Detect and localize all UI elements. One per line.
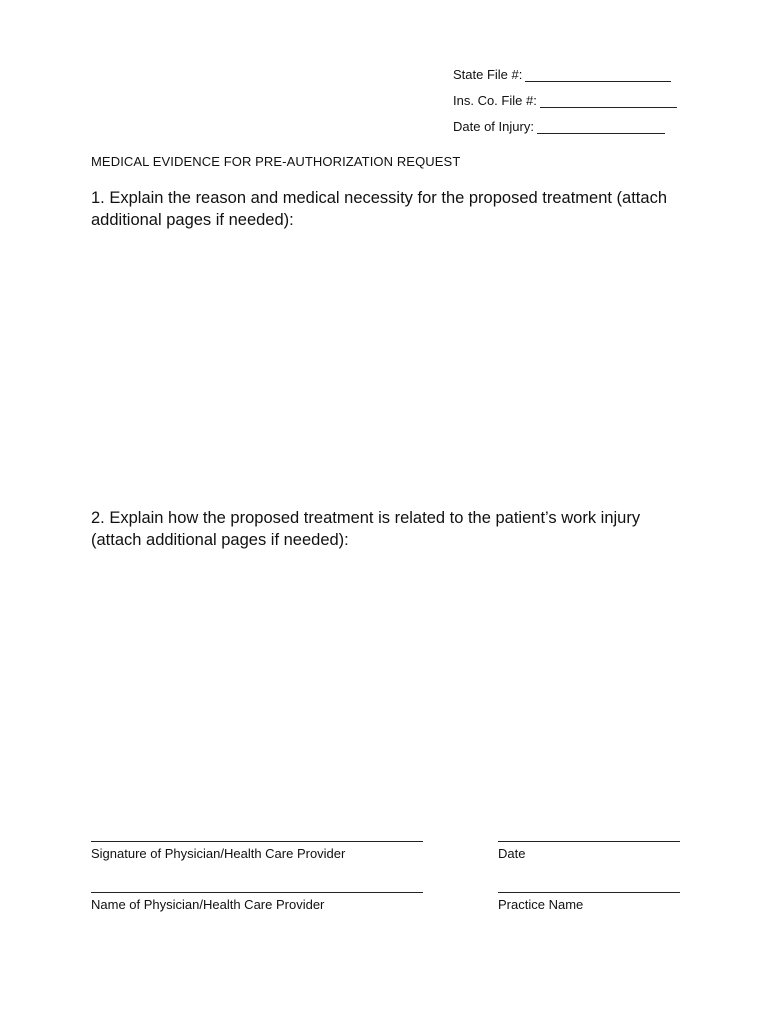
date-of-injury-label: Date of Injury: [453, 119, 534, 134]
ins-co-file-row [453, 93, 677, 108]
date-line[interactable] [498, 841, 680, 842]
signature-label: Signature of Physician/Health Care Provider [91, 846, 346, 861]
state-file-row [453, 67, 671, 82]
practice-name-line[interactable] [498, 892, 680, 893]
question-2: 2. Explain how the proposed treatment is related to the patient’s work injury (attach additional pages if needed): [91, 509, 641, 549]
state-file-field[interactable] [525, 69, 671, 82]
ins-co-file-field[interactable] [540, 95, 677, 108]
physician-name-label: Name of Physician/Health Care Provider [91, 897, 325, 912]
physician-name-line[interactable] [91, 892, 423, 893]
question-1: 1. Explain the reason and medical necessity for the proposed treatment (attach additional pages if needed): [91, 189, 667, 229]
state-file-label: State File #: [453, 67, 523, 82]
ins-co-file-label: Ins. Co. File #: [453, 93, 537, 108]
form-title: MEDICAL EVIDENCE FOR PRE-AUTHORIZATION REQUEST [91, 154, 461, 169]
date-of-injury-field[interactable] [537, 121, 665, 134]
practice-name-label: Practice Name [498, 897, 584, 912]
date-label: Date [498, 846, 526, 861]
date-of-injury-row [453, 119, 665, 134]
signature-line[interactable] [91, 841, 423, 842]
